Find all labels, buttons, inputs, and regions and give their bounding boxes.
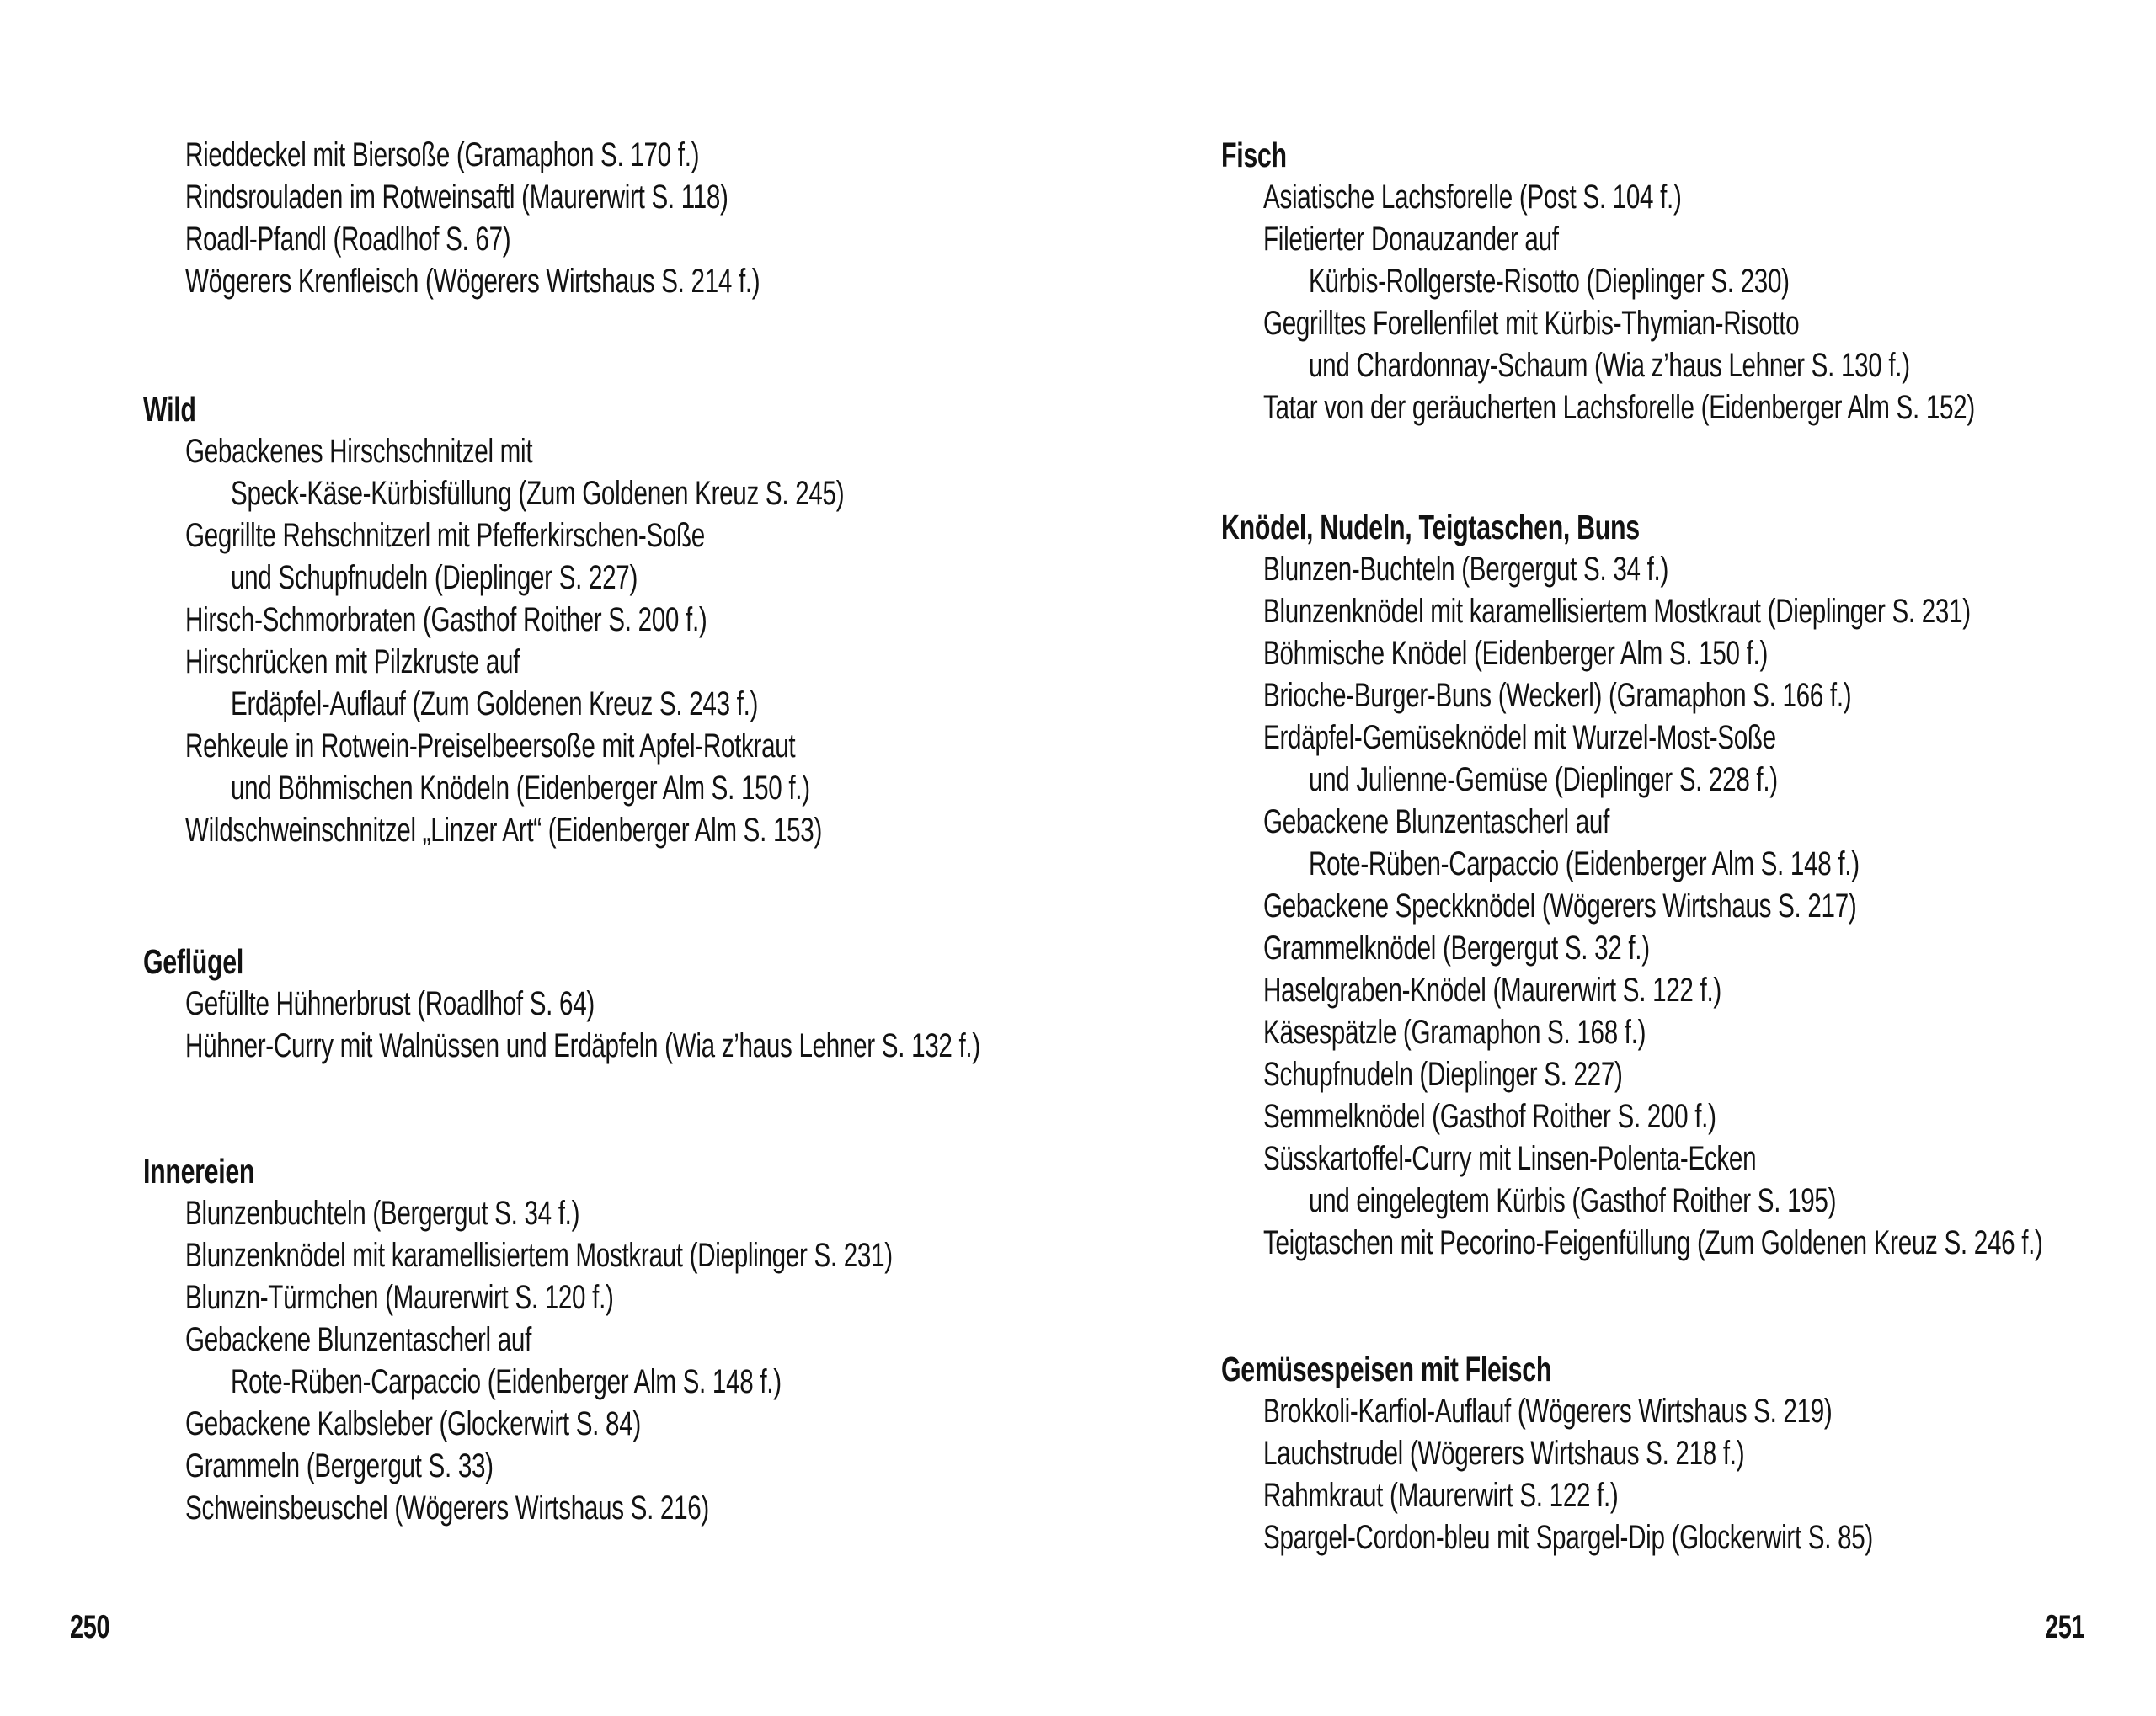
section-title [1221, 134, 2156, 176]
page-number-left-text: 250 [70, 1609, 110, 1645]
section-title [1221, 1348, 2087, 1390]
index-entry-text: Hirsch-Schmorbraten (Gasthof Roither S. 200 f.) [185, 601, 707, 638]
index-entry [1221, 176, 2156, 218]
index-entry [143, 683, 1059, 725]
index-entry-text: Lauchstrudel (Wögerers Wirtshaus S. 218 f.) [1263, 1435, 1745, 1472]
section-title-text: Wild [143, 390, 196, 429]
index-entry-text: Rehkeule in Rotwein-Preiselbeersoße mit Apfel-Rotkraut [185, 727, 796, 765]
index-entry-text: Erdäpfel-Auflauf (Zum Goldenen Kreuz S. 243 f.) [231, 685, 759, 722]
index-entry [143, 725, 1059, 767]
page-number-left [70, 1607, 124, 1649]
index-entry [1221, 1138, 2156, 1180]
index-entry-text: Filetierter Donauzander auf [1263, 221, 1559, 258]
index-entry-text: Erdäpfel-Gemüseknödel mit Wurzel-Most-Soße [1263, 719, 1776, 756]
index-section-knoedel-nudeln [1221, 506, 2156, 1264]
section-title [143, 1150, 1141, 1192]
index-entry [1221, 260, 2156, 302]
index-entry [143, 260, 962, 302]
index-entry-text: Schweinsbeuschel (Wögerers Wirtshaus S. 216) [185, 1490, 709, 1527]
index-entry [1221, 927, 2156, 969]
index-entry-text: Grammelknödel (Bergergut S. 32 f.) [1263, 930, 1650, 967]
index-entry [1221, 843, 2156, 885]
index-entry-text: Käsespätzle (Gramaphon S. 168 f.) [1263, 1014, 1646, 1051]
section-title-text: Innereien [143, 1152, 255, 1191]
index-entry [143, 1192, 1141, 1234]
section-title-text: Fisch [1221, 136, 1287, 174]
page-number-right-text: 251 [2045, 1609, 2085, 1645]
index-entry-text: und Böhmischen Knödeln (Eidenberger Alm S. 150 f.) [231, 770, 810, 807]
section-items [143, 430, 1059, 851]
index-entry-text: Hühner-Curry mit Walnüssen und Erdäpfeln (Wia z’haus Lehner S. 132 f.) [185, 1027, 980, 1064]
index-entry [143, 514, 1059, 557]
section-items [143, 1192, 1141, 1529]
index-entry [143, 1234, 1141, 1276]
index-entry-text: Semmelknödel (Gasthof Roither S. 200 f.) [1263, 1098, 1716, 1135]
index-entry-text: Blunzen-Buchteln (Bergergut S. 34 f.) [1263, 551, 1669, 588]
index-entry-text: Rahmkraut (Maurerwirt S. 122 f.) [1263, 1477, 1619, 1514]
index-entry-text: Rote-Rüben-Carpaccio (Eidenberger Alm S. 148 f.) [231, 1363, 782, 1400]
index-entry-text: Wildschweinschnitzel „Linzer Art“ (Eidenberger Alm S. 153) [185, 812, 823, 849]
index-entry-text: Brioche-Burger-Buns (Weckerl) (Gramaphon S. 166 f.) [1263, 677, 1852, 714]
index-entry [1221, 302, 2156, 344]
index-entry-text: Blunzenbuchteln (Bergergut S. 34 f.) [185, 1195, 580, 1232]
index-entry [1221, 590, 2156, 632]
index-entry [143, 218, 962, 260]
index-entry [1221, 1095, 2156, 1138]
index-entry [143, 430, 1059, 472]
index-entry-text: Gefüllte Hühnerbrust (Roadlhof S. 64) [185, 985, 595, 1022]
index-entry-text: Haselgraben-Knödel (Maurerwirt S. 122 f.) [1263, 972, 1721, 1009]
section-title-text: Geflügel [143, 942, 243, 981]
index-entry-text: Kürbis-Rollgerste-Risotto (Dieplinger S. 230) [1309, 263, 1790, 300]
index-entry [1221, 759, 2156, 801]
index-entry-text: und Chardonnay-Schaum (Wia z’haus Lehner S. 130 f.) [1309, 347, 1910, 384]
index-entry-text: Gebackene Kalbsleber (Glockerwirt S. 84) [185, 1405, 641, 1442]
index-entry-text: und Julienne-Gemüse (Dieplinger S. 228 f.) [1309, 761, 1778, 798]
index-entry-text: Süsskartoffel-Curry mit Linsen-Polenta-Ecken [1263, 1140, 1757, 1177]
index-entry [1221, 1053, 2156, 1095]
index-entry [1221, 1474, 2087, 1516]
index-entry-text: Rote-Rüben-Carpaccio (Eidenberger Alm S. 148 f.) [1309, 845, 1860, 882]
index-entry-text: Gebackenes Hirschschnitzel mit [185, 433, 533, 470]
index-entry [143, 1276, 1141, 1319]
index-entry [1221, 1516, 2087, 1559]
index-entry [1221, 1390, 2087, 1432]
index-entry [143, 1487, 1141, 1529]
section-items [1221, 1390, 2087, 1559]
index-entry-text: Teigtaschen mit Pecorino-Feigenfüllung (Zum Goldenen Kreuz S. 246 f.) [1263, 1224, 2043, 1261]
index-entry-text: Böhmische Knödel (Eidenberger Alm S. 150 f.) [1263, 635, 1769, 672]
index-entry-text: Speck-Käse-Kürbisfüllung (Zum Goldenen Kreuz S. 245) [231, 475, 845, 512]
index-entry [143, 809, 1059, 851]
index-entry [143, 641, 1059, 683]
index-entry [143, 1361, 1141, 1403]
section-items [143, 134, 962, 302]
index-entry [143, 557, 1059, 599]
index-entry-text: Blunzenknödel mit karamellisiertem Mostkraut (Dieplinger S. 231) [185, 1237, 893, 1274]
index-entry [1221, 344, 2156, 386]
index-entry-text: Schupfnudeln (Dieplinger S. 227) [1263, 1056, 1623, 1093]
index-entry-text: Brokkoli-Karfiol-Auflauf (Wögerers Wirtshaus S. 219) [1263, 1393, 1833, 1430]
index-entry-text: Hirschrücken mit Pilzkruste auf [185, 643, 520, 680]
index-entry [1221, 1432, 2087, 1474]
index-entry-text: Spargel-Cordon-bleu mit Spargel-Dip (Glockerwirt S. 85) [1263, 1519, 1873, 1556]
index-entry-text: Gegrilltes Forellenfilet mit Kürbis-Thymian-Risotto [1263, 305, 1800, 342]
index-entry-text: Grammeln (Bergergut S. 33) [185, 1447, 494, 1484]
index-entry [1221, 885, 2156, 927]
index-entry [1221, 632, 2156, 674]
index-section-innereien [143, 1150, 1141, 1529]
index-entry-text: Wögerers Krenfleisch (Wögerers Wirtshaus S. 214 f.) [185, 263, 760, 300]
index-entry [143, 176, 962, 218]
section-title [143, 388, 1059, 430]
section-items [1221, 176, 2156, 429]
index-entry [143, 1445, 1141, 1487]
section-title [1221, 506, 2156, 548]
index-entry [143, 1319, 1141, 1361]
section-title [143, 92, 962, 134]
index-entry [1221, 801, 2156, 843]
index-section-wild [143, 388, 1059, 851]
index-entry-text: Gebackene Blunzentascherl auf [1263, 803, 1610, 840]
index-section-fisch [1221, 134, 2156, 429]
section-title-text: Knödel, Nudeln, Teigtaschen, Buns [1221, 508, 1640, 546]
page-number-right [2045, 1607, 2099, 1649]
index-entry-text: Asiatische Lachsforelle (Post S. 104 f.) [1263, 179, 1682, 216]
index-entry-text: Gebackene Speckknödel (Wögerers Wirtshaus S. 217) [1263, 887, 1857, 925]
index-entry [143, 1403, 1141, 1445]
index-entry [1221, 1222, 2156, 1264]
index-entry [143, 767, 1059, 809]
index-entry [1221, 1011, 2156, 1053]
index-entry-text: Gebackene Blunzentascherl auf [185, 1321, 532, 1358]
index-entry-text: Tatar von der geräucherten Lachsforelle (Eidenberger Alm S. 152) [1263, 389, 1975, 426]
index-entry [1221, 969, 2156, 1011]
index-section-gemuesespeisen [1221, 1348, 2087, 1559]
index-entry-text: Gegrillte Rehschnitzerl mit Pfefferkirschen-Soße [185, 517, 705, 554]
section-items [1221, 548, 2156, 1264]
index-entry-text: Rieddeckel mit Biersoße (Gramaphon S. 170 f.) [185, 136, 700, 173]
index-section-continued [143, 92, 962, 302]
index-entry [1221, 548, 2156, 590]
index-entry [143, 472, 1059, 514]
index-entry-text: Roadl-Pfandl (Roadlhof S. 67) [185, 221, 511, 258]
index-entry [143, 599, 1059, 641]
section-title-text: Gemüsespeisen mit Fleisch [1221, 1350, 1552, 1388]
index-entry [1221, 1180, 2156, 1222]
index-entry [1221, 386, 2156, 429]
index-entry-text: Blunzenknödel mit karamellisiertem Mostkraut (Dieplinger S. 231) [1263, 593, 1971, 630]
index-entry-text: Rindsrouladen im Rotweinsaftl (Maurerwirt S. 118) [185, 179, 728, 216]
index-entry [1221, 717, 2156, 759]
index-entry [1221, 674, 2156, 717]
index-entry-text: und Schupfnudeln (Dieplinger S. 227) [231, 559, 638, 596]
index-entry [1221, 218, 2156, 260]
index-entry [143, 134, 962, 176]
index-entry-text: Blunzn-Türmchen (Maurerwirt S. 120 f.) [185, 1279, 614, 1316]
index-entry-text: und eingelegtem Kürbis (Gasthof Roither S. 195) [1309, 1182, 1837, 1219]
